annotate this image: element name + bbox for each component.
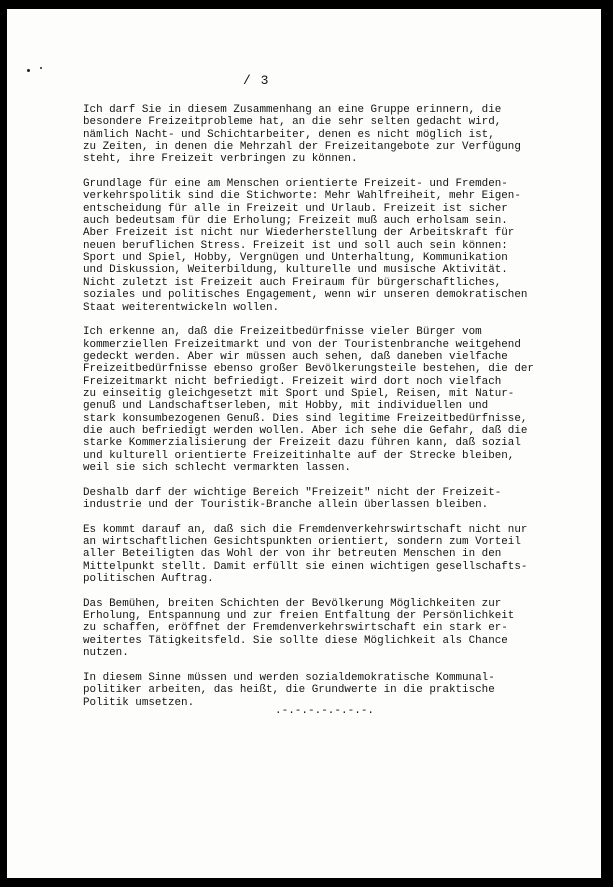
text-line: zu schaffen, eröffnet der Fremdenverkehrswirtschaft ein stark er- bbox=[83, 622, 508, 635]
paragraph bbox=[83, 487, 601, 512]
text-line: stark konsumbezogenen Genuß. Dies sind legitime Freizeitbedürfnisse, bbox=[83, 412, 528, 425]
text-line: aller Beteiligten das Wohl der von ihr betreuten Menschen in den bbox=[83, 548, 502, 561]
text-line: Mittelpunkt stellt. Damit erfüllt sie einen wichtigen gesellschafts- bbox=[83, 560, 528, 573]
text-line: die auch befriedigt werden wollen. Aber ich sehe die Gefahr, daß die bbox=[83, 424, 528, 437]
paragraph bbox=[83, 672, 601, 709]
text-line: Es kommt darauf an, daß sich die Fremdenverkehrswirtschaft nicht nur bbox=[83, 523, 528, 536]
text-line: entscheidung für alle in Freizeit und Urlaub. Freizeit ist sicher bbox=[83, 202, 508, 215]
text-line: Staat weiterentwickeln wollen. bbox=[83, 301, 280, 314]
text-line: auch bedeutsam für die Erholung; Freizeit muß auch erholsam sein. bbox=[83, 215, 508, 228]
text-line: zu Zeiten, in denen die Mehrzahl der Freizeitangebote zur Verfügung bbox=[83, 141, 521, 154]
text-line: gedeckt werden. Aber wir müssen auch sehen, daß daneben vielfache bbox=[83, 350, 508, 363]
text-line: Nicht zuletzt ist Freizeit auch Freiraum für bürgerschaftliches, bbox=[83, 276, 502, 289]
text-line: Aber Freizeit ist nicht nur Wiederherstellung der Arbeitskraft für bbox=[83, 227, 515, 240]
text-line: Das Bemühen, breiten Schichten der Bevölkerung Möglichkeiten zur bbox=[83, 597, 502, 610]
paragraph bbox=[83, 524, 601, 586]
text-line: In diesem Sinne müssen und werden sozialdemokratische Kommunal- bbox=[83, 671, 495, 684]
text-line: starke Kommerzialisierung der Freizeit dazu führen kann, daß sozial bbox=[83, 437, 521, 450]
document-page bbox=[7, 9, 601, 878]
text-line: Politik umsetzen. bbox=[83, 696, 195, 709]
text-line: Freizeitbedürfnisse ebenso großer Bevölkerungsteile bestehen, die der bbox=[83, 363, 534, 376]
text-line: Deshalb darf der wichtige Bereich "Freizeit" nicht der Freizeit- bbox=[83, 486, 502, 499]
text-line: steht, ihre Freizeit verbringen zu können. bbox=[83, 153, 358, 166]
paragraph bbox=[83, 326, 601, 474]
text-line: politischen Auftrag. bbox=[83, 573, 214, 586]
text-line: weitertes Tätigkeitsfeld. Sie sollte diese Möglichkeit als Chance bbox=[83, 634, 508, 647]
paragraph bbox=[83, 178, 601, 314]
closing-rule: .-.-.-.-.-.-.-. bbox=[275, 705, 375, 717]
text-line: nutzen. bbox=[83, 647, 129, 660]
text-line: Erholung, Entspannung und zur freien Entfaltung der Persönlichkeit bbox=[83, 610, 515, 623]
page-number: / 3 bbox=[243, 73, 270, 88]
text-line: und Diskussion, Weiterbildung, kulturelle und musische Aktivität. bbox=[83, 264, 508, 277]
text-line: Ich darf Sie in diesem Zusammenhang an eine Gruppe erinnern, die bbox=[83, 104, 502, 116]
text-line: Ich erkenne an, daß die Freizeitbedürfnisse vieler Bürger vom bbox=[83, 326, 482, 339]
text-line: politiker arbeiten, das heißt, die Grundwerte in die praktische bbox=[83, 684, 495, 697]
text-line: besondere Freizeitprobleme hat, an die sehr selten gedacht wird, bbox=[83, 116, 502, 129]
text-line: neuen beruflichen Stress. Freizeit ist und soll auch sein können: bbox=[83, 239, 508, 252]
paragraph bbox=[83, 598, 601, 660]
scan-speck bbox=[27, 69, 30, 72]
text-line: Grundlage für eine am Menschen orientierte Freizeit- und Fremden- bbox=[83, 178, 508, 191]
text-line: und kulturell orientierte Freizeitinhalte auf der Strecke bleiben, bbox=[83, 449, 515, 462]
text-line: genuß und Landschaftserleben, mit Hobby, mit individuellen und bbox=[83, 400, 489, 413]
text-line: nämlich Nacht- und Schichtarbeiter, denen es nicht möglich ist, bbox=[83, 128, 495, 141]
paragraph bbox=[83, 104, 601, 166]
scan-speck bbox=[40, 67, 42, 69]
text-line: industrie und der Touristik-Branche allein überlassen bleiben. bbox=[83, 499, 489, 511]
text-line: soziales und politisches Engagement, wenn wir unseren demokratischen bbox=[83, 289, 528, 302]
letter-body bbox=[83, 104, 601, 721]
text-line: Freizeitmarkt nicht befriedigt. Freizeit wird dort noch vielfach bbox=[83, 375, 502, 388]
text-line: verkehrspolitik sind die Stichworte: Mehr Wahlfreiheit, mehr Eigen- bbox=[83, 190, 521, 203]
text-line: zu einseitig gleichgesetzt mit Sport und Spiel, Reisen, mit Natur- bbox=[83, 387, 515, 400]
text-line: weil sie sich schlecht vermarkten lassen. bbox=[83, 461, 351, 474]
text-line: kommerziellen Freizeitmarkt und von der Touristenbranche weitgehend bbox=[83, 338, 521, 351]
text-line: an wirtschaftlichen Gesichtspunkten orientiert, sondern zum Vorteil bbox=[83, 536, 521, 549]
text-line: Sport und Spiel, Hobby, Vergnügen und Unterhaltung, Kommunikation bbox=[83, 252, 508, 265]
